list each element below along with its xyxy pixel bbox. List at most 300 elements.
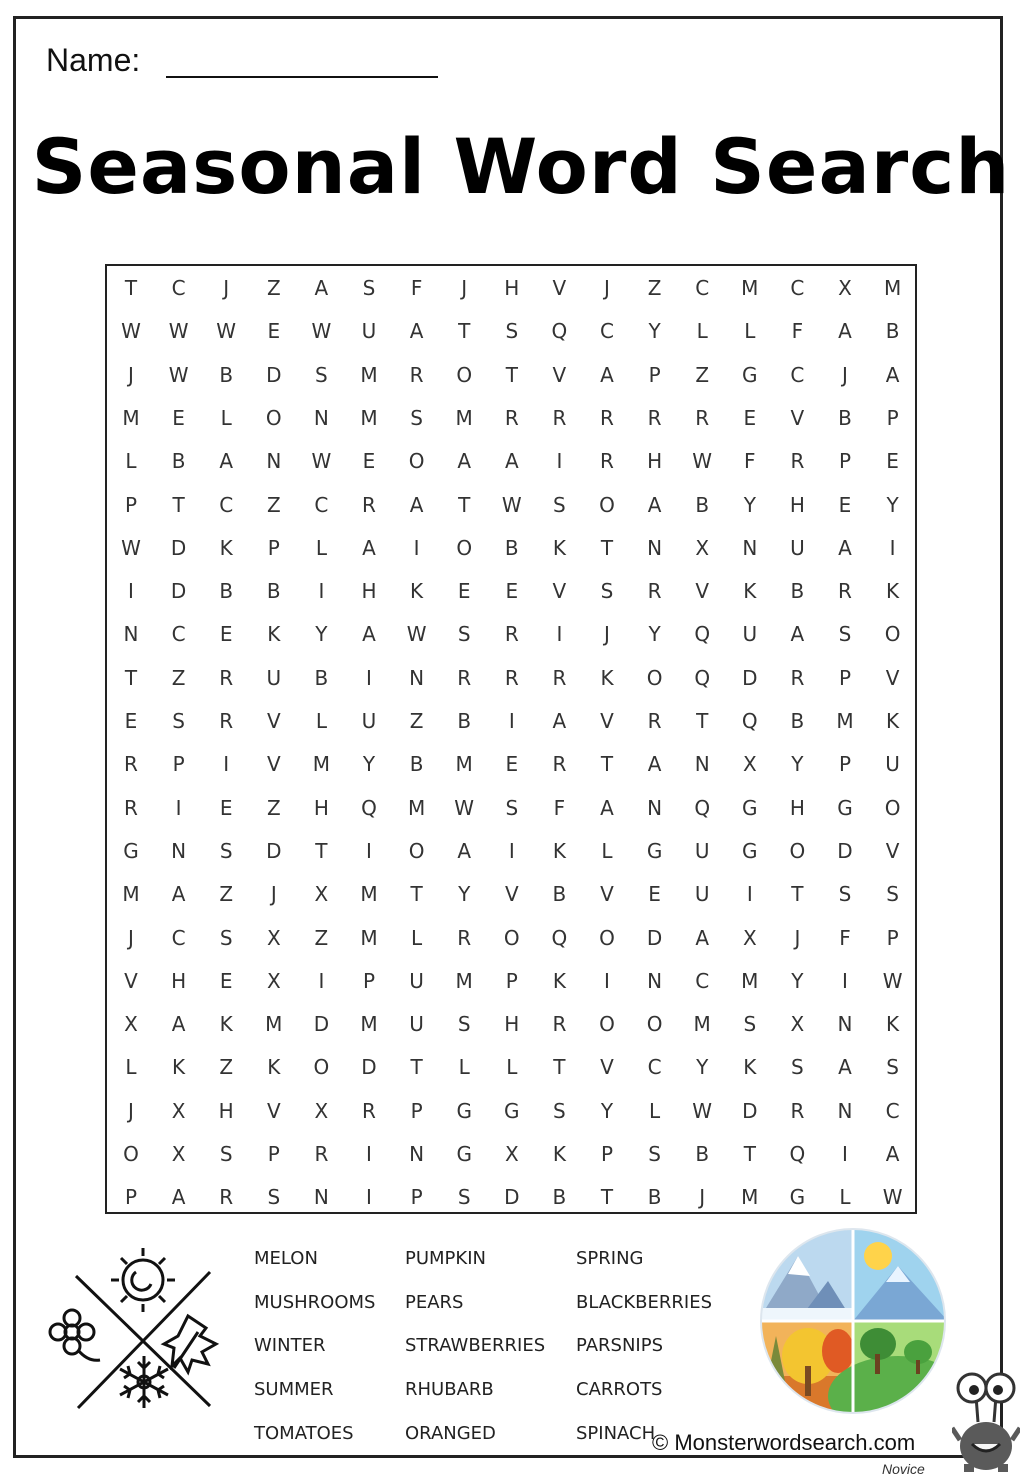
grid-cell[interactable]: R: [600, 405, 614, 430]
grid-cell[interactable]: T: [458, 492, 471, 517]
grid-cell[interactable]: S: [457, 1185, 471, 1210]
grid-cell[interactable]: S: [553, 492, 566, 517]
grid-cell[interactable]: T: [553, 1055, 566, 1080]
grid-cell[interactable]: L: [125, 1055, 137, 1080]
grid-cell[interactable]: P: [410, 1185, 423, 1210]
grid-cell[interactable]: Y: [648, 319, 661, 344]
grid-cell[interactable]: D: [742, 1098, 758, 1123]
grid-cell[interactable]: Y: [458, 882, 471, 907]
grid-cell[interactable]: S: [267, 1185, 281, 1210]
grid-cell[interactable]: A: [171, 1012, 186, 1037]
grid-cell[interactable]: N: [313, 405, 329, 430]
grid-cell[interactable]: U: [742, 622, 758, 647]
grid-cell[interactable]: P: [172, 752, 185, 777]
grid-cell[interactable]: A: [457, 838, 472, 863]
grid-cell[interactable]: L: [315, 535, 327, 560]
grid-cell[interactable]: U: [266, 665, 282, 690]
grid-cell[interactable]: O: [408, 838, 425, 863]
grid-cell[interactable]: C: [600, 319, 614, 344]
grid-cell[interactable]: X: [171, 1098, 186, 1123]
grid-cell[interactable]: E: [743, 405, 757, 430]
grid-cell[interactable]: N: [409, 1142, 425, 1166]
grid-cell[interactable]: W: [121, 535, 141, 560]
grid-cell[interactable]: Y: [743, 492, 756, 517]
grid-cell[interactable]: N: [409, 665, 425, 690]
grid-cell[interactable]: L: [696, 319, 708, 344]
grid-cell[interactable]: X: [171, 1142, 186, 1166]
grid-cell[interactable]: Z: [219, 882, 234, 907]
grid-cell[interactable]: Y: [600, 1098, 614, 1123]
grid-cell[interactable]: A: [695, 925, 710, 950]
grid-cell[interactable]: R: [219, 1185, 234, 1210]
grid-cell[interactable]: M: [407, 795, 426, 820]
grid-cell[interactable]: S: [219, 838, 233, 863]
grid-cell[interactable]: R: [790, 449, 805, 474]
grid-cell[interactable]: Y: [696, 1055, 709, 1080]
grid-cell[interactable]: Z: [266, 276, 281, 300]
grid-cell[interactable]: C: [885, 1098, 900, 1123]
grid-cell[interactable]: C: [171, 276, 186, 300]
grid-cell[interactable]: F: [839, 925, 851, 950]
grid-cell[interactable]: U: [694, 882, 710, 907]
grid-cell[interactable]: X: [790, 1012, 805, 1037]
grid-cell[interactable]: P: [648, 362, 661, 387]
grid-cell[interactable]: W: [121, 319, 141, 344]
grid-cell[interactable]: E: [219, 795, 233, 820]
grid-cell[interactable]: Z: [219, 1055, 234, 1080]
grid-cell[interactable]: U: [361, 319, 377, 344]
grid-cell[interactable]: R: [124, 752, 138, 777]
grid-cell[interactable]: M: [360, 1012, 378, 1037]
grid-cell[interactable]: Q: [694, 622, 711, 647]
grid-cell[interactable]: D: [170, 579, 187, 604]
grid-cell[interactable]: N: [266, 449, 282, 474]
grid-cell[interactable]: X: [504, 1142, 519, 1166]
grid-cell[interactable]: P: [838, 752, 852, 777]
grid-cell[interactable]: P: [267, 1142, 280, 1166]
grid-cell[interactable]: D: [742, 665, 758, 690]
grid-cell[interactable]: A: [647, 752, 662, 777]
grid-cell[interactable]: W: [311, 319, 332, 344]
grid-cell[interactable]: H: [504, 276, 520, 300]
grid-cell[interactable]: K: [552, 838, 566, 863]
grid-cell[interactable]: G: [646, 838, 663, 863]
grid-cell[interactable]: E: [172, 405, 185, 430]
grid-cell[interactable]: B: [695, 492, 710, 517]
grid-cell[interactable]: B: [695, 1142, 710, 1166]
grid-cell[interactable]: F: [744, 449, 756, 474]
grid-cell[interactable]: U: [361, 709, 377, 733]
grid-cell[interactable]: N: [123, 622, 139, 647]
grid-cell[interactable]: V: [790, 405, 805, 430]
grid-cell[interactable]: M: [455, 968, 473, 993]
grid-cell[interactable]: Z: [647, 276, 662, 300]
grid-cell[interactable]: L: [839, 1185, 851, 1210]
grid-cell[interactable]: H: [789, 795, 805, 820]
grid-cell[interactable]: B: [790, 579, 805, 604]
grid-cell[interactable]: W: [216, 319, 237, 344]
grid-cell[interactable]: T: [600, 752, 614, 777]
grid-cell[interactable]: J: [270, 882, 277, 907]
grid-cell[interactable]: V: [600, 1055, 614, 1080]
grid-cell[interactable]: G: [504, 1098, 520, 1123]
grid-cell[interactable]: P: [600, 1142, 614, 1166]
grid-cell[interactable]: N: [694, 752, 710, 777]
grid-cell[interactable]: S: [886, 882, 899, 907]
grid-cell[interactable]: A: [171, 1185, 186, 1210]
grid-cell[interactable]: E: [838, 492, 852, 517]
grid-cell[interactable]: T: [743, 1142, 756, 1166]
grid-cell[interactable]: G: [123, 838, 139, 863]
grid-cell[interactable]: B: [552, 1185, 567, 1210]
grid-cell[interactable]: A: [838, 535, 852, 560]
grid-cell[interactable]: H: [171, 968, 187, 993]
grid-cell[interactable]: W: [168, 362, 189, 387]
grid-cell[interactable]: C: [314, 492, 329, 517]
grid-cell[interactable]: P: [410, 1098, 423, 1123]
grid-cell[interactable]: B: [838, 405, 852, 430]
grid-cell[interactable]: J: [604, 622, 610, 647]
grid-cell[interactable]: A: [409, 319, 424, 344]
grid-cell[interactable]: A: [600, 795, 614, 820]
grid-cell[interactable]: R: [600, 449, 614, 474]
grid-cell[interactable]: P: [267, 535, 280, 560]
grid-cell[interactable]: I: [842, 1142, 848, 1166]
grid-cell[interactable]: R: [790, 1098, 805, 1123]
grid-cell[interactable]: S: [791, 1055, 804, 1080]
grid-cell[interactable]: K: [743, 579, 757, 604]
grid-cell[interactable]: Y: [362, 752, 376, 777]
grid-cell[interactable]: D: [504, 1185, 520, 1210]
grid-cell[interactable]: F: [791, 319, 804, 344]
grid-cell[interactable]: T: [172, 492, 185, 517]
grid-cell[interactable]: A: [885, 362, 900, 387]
grid-cell[interactable]: T: [696, 709, 709, 733]
grid-cell[interactable]: Z: [266, 795, 281, 820]
grid-cell[interactable]: C: [171, 925, 186, 950]
grid-cell[interactable]: R: [362, 492, 376, 517]
grid-cell[interactable]: M: [693, 1012, 711, 1037]
grid-cell[interactable]: R: [552, 405, 567, 430]
grid-cell[interactable]: I: [366, 838, 372, 863]
grid-cell[interactable]: T: [410, 882, 423, 907]
grid-cell[interactable]: K: [886, 579, 900, 604]
grid-cell[interactable]: R: [695, 405, 710, 430]
grid-cell[interactable]: N: [647, 535, 663, 560]
grid-cell[interactable]: B: [504, 535, 519, 560]
grid-cell[interactable]: T: [791, 882, 804, 907]
grid-cell[interactable]: M: [122, 882, 140, 907]
grid-cell[interactable]: E: [219, 968, 233, 993]
grid-cell[interactable]: O: [789, 838, 806, 863]
grid-cell[interactable]: T: [505, 362, 518, 387]
grid-cell[interactable]: C: [790, 276, 805, 300]
grid-cell[interactable]: A: [838, 319, 852, 344]
grid-cell[interactable]: L: [601, 838, 613, 863]
grid-cell[interactable]: Q: [551, 925, 568, 950]
grid-cell[interactable]: X: [742, 925, 757, 950]
grid-cell[interactable]: Y: [791, 752, 804, 777]
grid-cell[interactable]: B: [219, 579, 234, 604]
grid-cell[interactable]: I: [318, 579, 325, 604]
grid-cell[interactable]: J: [842, 362, 848, 387]
grid-cell[interactable]: M: [265, 1012, 283, 1037]
grid-cell[interactable]: B: [647, 1185, 662, 1210]
grid-cell[interactable]: O: [599, 925, 615, 950]
grid-cell[interactable]: N: [313, 1185, 329, 1210]
grid-cell[interactable]: V: [266, 709, 281, 733]
grid-cell[interactable]: X: [266, 968, 281, 993]
grid-cell[interactable]: J: [128, 1098, 134, 1123]
grid-cell[interactable]: J: [128, 362, 134, 387]
grid-cell[interactable]: V: [695, 579, 710, 604]
grid-cell[interactable]: H: [361, 579, 377, 604]
grid-cell[interactable]: R: [457, 665, 472, 690]
grid-cell[interactable]: K: [552, 535, 566, 560]
grid-cell[interactable]: T: [124, 276, 138, 300]
grid-cell[interactable]: M: [122, 405, 140, 430]
grid-cell[interactable]: D: [266, 838, 282, 863]
grid-cell[interactable]: H: [313, 795, 329, 820]
grid-cell[interactable]: K: [886, 1012, 900, 1037]
grid-cell[interactable]: R: [504, 622, 519, 647]
grid-cell[interactable]: B: [790, 709, 805, 733]
grid-cell[interactable]: S: [743, 1012, 757, 1037]
grid-cell[interactable]: R: [314, 1142, 329, 1166]
grid-cell[interactable]: S: [553, 1098, 566, 1123]
grid-cell[interactable]: H: [789, 492, 805, 517]
grid-cell[interactable]: G: [837, 795, 853, 820]
grid-cell[interactable]: Y: [648, 622, 661, 647]
grid-cell[interactable]: O: [646, 1012, 663, 1037]
grid-cell[interactable]: W: [454, 795, 475, 820]
grid-cell[interactable]: E: [886, 449, 899, 474]
grid-cell[interactable]: E: [124, 709, 138, 733]
grid-cell[interactable]: S: [648, 1142, 661, 1166]
grid-cell[interactable]: S: [838, 622, 852, 647]
grid-cell[interactable]: O: [599, 492, 615, 517]
grid-cell[interactable]: R: [552, 665, 567, 690]
grid-cell[interactable]: X: [838, 276, 852, 300]
grid-cell[interactable]: U: [885, 752, 900, 777]
grid-cell[interactable]: B: [266, 579, 281, 604]
grid-cell[interactable]: U: [694, 838, 710, 863]
grid-cell[interactable]: I: [128, 579, 134, 604]
grid-cell[interactable]: D: [266, 362, 282, 387]
grid-cell[interactable]: C: [790, 362, 805, 387]
grid-cell[interactable]: P: [838, 665, 852, 690]
grid-cell[interactable]: Z: [266, 492, 281, 517]
grid-cell[interactable]: R: [409, 362, 424, 387]
grid-cell[interactable]: M: [836, 709, 854, 733]
grid-cell[interactable]: M: [360, 405, 378, 430]
grid-cell[interactable]: B: [219, 362, 234, 387]
grid-cell[interactable]: T: [315, 838, 328, 863]
grid-cell[interactable]: R: [552, 1012, 567, 1037]
grid-cell[interactable]: X: [695, 535, 710, 560]
grid-cell[interactable]: G: [742, 362, 758, 387]
grid-cell[interactable]: A: [552, 709, 567, 733]
grid-cell[interactable]: V: [552, 276, 567, 300]
grid-cell[interactable]: U: [409, 1012, 424, 1037]
grid-cell[interactable]: M: [360, 362, 378, 387]
grid-cell[interactable]: B: [171, 449, 186, 474]
grid-cell[interactable]: B: [457, 709, 472, 733]
grid-cell[interactable]: S: [362, 276, 376, 300]
grid-cell[interactable]: A: [314, 276, 329, 300]
grid-cell[interactable]: L: [220, 405, 232, 430]
grid-cell[interactable]: R: [457, 925, 472, 950]
grid-cell[interactable]: M: [455, 752, 473, 777]
grid-cell[interactable]: D: [646, 925, 663, 950]
grid-cell[interactable]: E: [505, 752, 519, 777]
grid-cell[interactable]: V: [600, 709, 614, 733]
grid-cell[interactable]: I: [889, 535, 896, 560]
grid-cell[interactable]: J: [699, 1185, 706, 1210]
grid-cell[interactable]: E: [267, 319, 281, 344]
grid-cell[interactable]: S: [886, 1055, 899, 1080]
name-field[interactable]: [166, 76, 438, 78]
grid-cell[interactable]: K: [886, 709, 900, 733]
grid-cell[interactable]: W: [692, 449, 713, 474]
grid-cell[interactable]: S: [315, 362, 328, 387]
grid-cell[interactable]: L: [315, 709, 327, 733]
grid-cell[interactable]: K: [219, 1012, 233, 1037]
grid-cell[interactable]: I: [746, 882, 753, 907]
grid-cell[interactable]: L: [506, 1055, 518, 1080]
grid-cell[interactable]: T: [458, 319, 471, 344]
grid-cell[interactable]: R: [647, 709, 662, 733]
grid-cell[interactable]: K: [410, 579, 424, 604]
grid-cell[interactable]: S: [410, 405, 423, 430]
grid-cell[interactable]: I: [366, 665, 372, 690]
grid-cell[interactable]: I: [556, 449, 563, 474]
grid-cell[interactable]: N: [742, 535, 758, 560]
grid-cell[interactable]: A: [838, 1055, 852, 1080]
grid-cell[interactable]: I: [604, 968, 610, 993]
grid-cell[interactable]: Z: [409, 709, 424, 733]
grid-cell[interactable]: T: [600, 1185, 614, 1210]
grid-cell[interactable]: W: [168, 319, 189, 344]
grid-cell[interactable]: Y: [791, 968, 804, 993]
grid-cell[interactable]: V: [124, 968, 138, 993]
grid-cell[interactable]: D: [313, 1012, 330, 1037]
grid-cell[interactable]: E: [219, 622, 233, 647]
grid-cell[interactable]: R: [838, 579, 852, 604]
grid-cell[interactable]: S: [219, 1142, 233, 1166]
grid-cell[interactable]: M: [741, 276, 759, 300]
grid-cell[interactable]: C: [647, 1055, 662, 1080]
grid-cell[interactable]: R: [219, 709, 234, 733]
grid-cell[interactable]: A: [504, 449, 519, 474]
grid-cell[interactable]: J: [461, 276, 468, 300]
grid-cell[interactable]: F: [553, 795, 566, 820]
grid-cell[interactable]: I: [556, 622, 563, 647]
grid-cell[interactable]: M: [312, 752, 331, 777]
grid-cell[interactable]: R: [647, 405, 662, 430]
grid-cell[interactable]: Y: [315, 622, 328, 647]
grid-cell[interactable]: M: [455, 405, 473, 430]
grid-cell[interactable]: O: [646, 665, 663, 690]
grid-cell[interactable]: K: [600, 665, 614, 690]
grid-cell[interactable]: N: [171, 838, 187, 863]
grid-cell[interactable]: Q: [741, 709, 758, 733]
grid-cell[interactable]: R: [552, 752, 567, 777]
grid-cell[interactable]: O: [884, 795, 901, 820]
grid-cell[interactable]: B: [314, 665, 329, 690]
grid-cell[interactable]: C: [695, 276, 710, 300]
grid-cell[interactable]: O: [884, 622, 901, 647]
grid-cell[interactable]: W: [311, 449, 332, 474]
grid-cell[interactable]: G: [742, 838, 758, 863]
grid-cell[interactable]: J: [128, 925, 134, 950]
grid-cell[interactable]: L: [744, 319, 756, 344]
grid-cell[interactable]: Q: [694, 795, 711, 820]
grid-cell[interactable]: O: [456, 535, 473, 560]
grid-cell[interactable]: A: [362, 622, 376, 647]
grid-cell[interactable]: K: [267, 622, 281, 647]
grid-cell[interactable]: P: [838, 449, 852, 474]
grid-cell[interactable]: M: [741, 968, 759, 993]
grid-cell[interactable]: G: [456, 1098, 472, 1123]
grid-cell[interactable]: J: [794, 925, 801, 950]
grid-cell[interactable]: A: [171, 882, 186, 907]
grid-cell[interactable]: O: [599, 1012, 615, 1037]
grid-cell[interactable]: V: [266, 1098, 281, 1123]
grid-cell[interactable]: A: [362, 535, 376, 560]
grid-cell[interactable]: P: [886, 925, 899, 950]
grid-cell[interactable]: J: [604, 276, 610, 300]
grid-cell[interactable]: I: [413, 535, 420, 560]
grid-cell[interactable]: N: [837, 1098, 853, 1123]
grid-cell[interactable]: W: [882, 1185, 903, 1210]
grid-cell[interactable]: K: [552, 1142, 566, 1166]
grid-cell[interactable]: E: [362, 449, 376, 474]
grid-cell[interactable]: I: [508, 838, 515, 863]
grid-cell[interactable]: R: [504, 665, 519, 690]
grid-cell[interactable]: P: [505, 968, 518, 993]
grid-cell[interactable]: U: [790, 535, 805, 560]
grid-cell[interactable]: O: [456, 362, 473, 387]
grid-cell[interactable]: Z: [171, 665, 186, 690]
grid-cell[interactable]: R: [790, 665, 805, 690]
grid-cell[interactable]: R: [647, 579, 662, 604]
grid-cell[interactable]: K: [219, 535, 233, 560]
grid-cell[interactable]: S: [457, 1012, 471, 1037]
grid-cell[interactable]: I: [175, 795, 182, 820]
grid-cell[interactable]: O: [503, 925, 520, 950]
grid-cell[interactable]: R: [219, 665, 234, 690]
grid-cell[interactable]: R: [124, 795, 138, 820]
grid-cell[interactable]: I: [366, 1142, 372, 1166]
grid-cell[interactable]: Q: [694, 665, 711, 690]
grid-cell[interactable]: Z: [695, 362, 710, 387]
grid-cell[interactable]: X: [266, 925, 281, 950]
grid-cell[interactable]: C: [219, 492, 234, 517]
grid-cell[interactable]: D: [837, 838, 853, 863]
grid-cell[interactable]: W: [882, 968, 903, 993]
grid-cell[interactable]: V: [504, 882, 519, 907]
grid-cell[interactable]: G: [456, 1142, 472, 1166]
grid-cell[interactable]: Q: [789, 1142, 806, 1166]
grid-cell[interactable]: N: [837, 1012, 853, 1037]
grid-cell[interactable]: T: [410, 1055, 423, 1080]
grid-cell[interactable]: Q: [551, 319, 568, 344]
grid-cell[interactable]: O: [408, 449, 425, 474]
grid-cell[interactable]: V: [600, 882, 614, 907]
grid-cell[interactable]: A: [409, 492, 424, 517]
grid-cell[interactable]: S: [219, 925, 233, 950]
